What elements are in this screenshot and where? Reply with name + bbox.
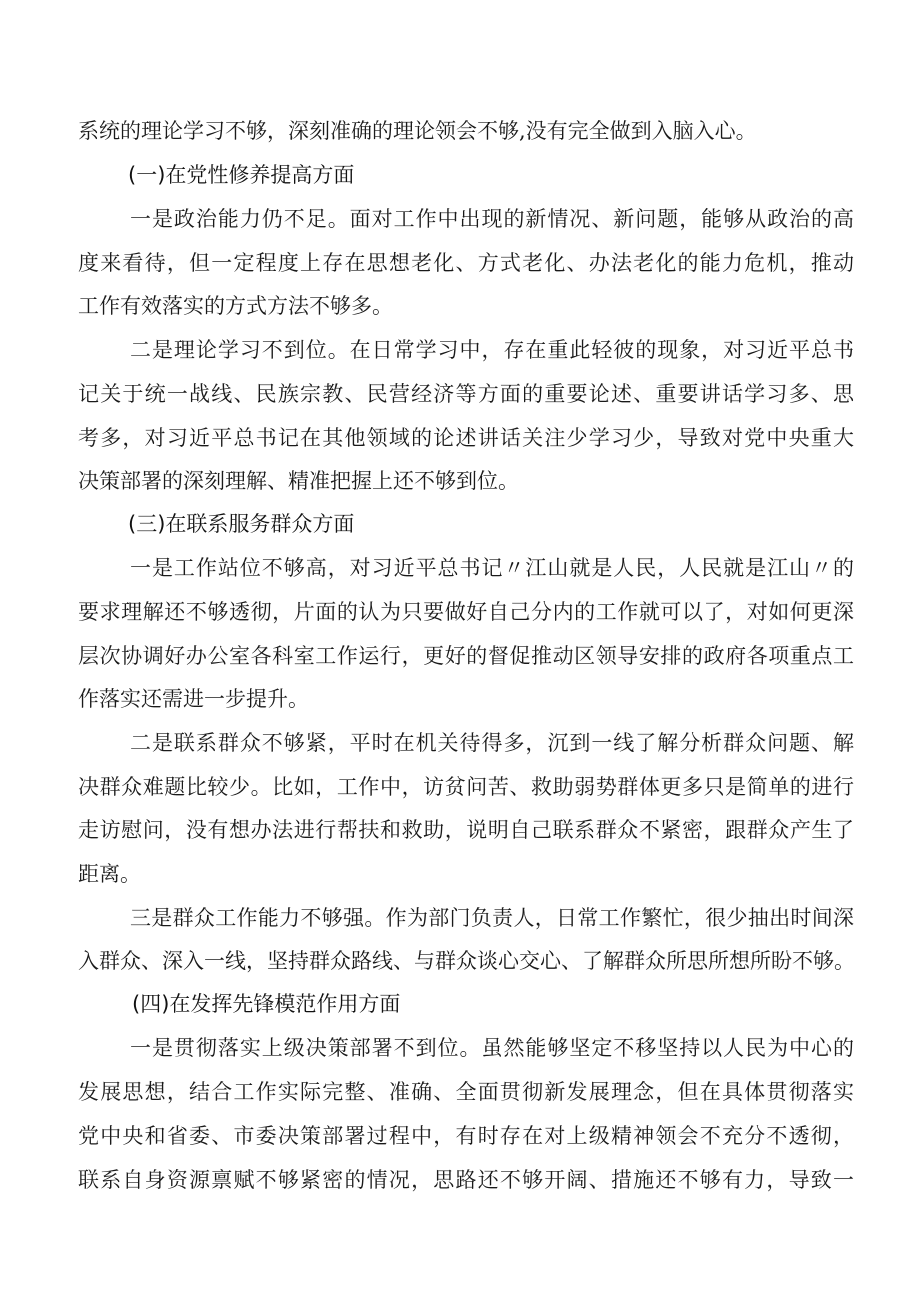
paragraph-line: 一是政治能力仍不足。面对工作中出现的新情况、新问题，能够从政治的高 (130, 207, 854, 231)
paragraph-line: 作落实还需进一步提升。 (78, 687, 309, 711)
paragraph-line: 层次协调好办公室各科室工作运行，更好的督促推动区领导安排的政府各项重点工 (78, 644, 854, 668)
paragraph-line: 决群众难题比较少。比如，工作中，访贫问苦、救助弱势群体更多只是简单的进行 (78, 775, 854, 799)
paragraph-line: 决策部署的深刻理解、精准把握上还不够到位。 (78, 469, 519, 493)
paragraph-line: 记关于统一战线、民族宗教、民营经济等方面的重要论述、重要讲话学习多、思 (78, 382, 854, 406)
paragraph-line: 入群众、深入一线，坚持群众路线、与群众谈心交心、了解群众所思所想所盼不够。 (78, 949, 855, 973)
paragraph-line: 要求理解还不够透彻，片面的认为只要做好自己分内的工作就可以了，对如何更深 (78, 600, 854, 624)
paragraph-line: 二是理论学习不到位。在日常学习中，存在重此轻彼的现象，对习近平总书 (130, 338, 854, 362)
paragraph-line: 走访慰问，没有想办法进行帮扶和救助，说明自己联系群众不紧密，跟群众产生了 (78, 818, 854, 842)
paragraph-line: 党中央和省委、市委决策部署过程中，有时存在对上级精神领会不充分不透彻， (78, 1124, 854, 1148)
intro-line: 系统的理论学习不够，深刻准确的理论领会不够,没有完全做到入脑入心。 (78, 119, 757, 143)
paragraph-line: 距离。 (78, 862, 141, 886)
paragraph-line: 联系自身资源禀赋不够紧密的情况，思路还不够开阔、措施还不够有力，导致一 (78, 1168, 854, 1192)
paragraph-line: 考多，对习近平总书记在其他领域的论述讲话关注少学习少，导致对党中央重大 (78, 426, 854, 450)
paragraph-line: 工作有效落实的方式方法不够多。 (78, 294, 393, 318)
section-heading-4: (四)在发挥先锋模范作用方面 (132, 992, 401, 1016)
section-heading-3: (三)在联系服务群众方面 (128, 512, 355, 536)
paragraph-line: 度来看待，但一定程度上存在思想老化、方式老化、办法老化的能力危机，推动 (78, 251, 854, 275)
paragraph-line: 一是贯彻落实上级决策部署不到位。虽然能够坚定不移坚持以人民为中心的 (130, 1036, 854, 1060)
paragraph-line: 三是群众工作能力不够强。作为部门负责人，日常工作繁忙，很少抽出时间深 (130, 906, 854, 930)
section-heading-1: (一)在党性修养提高方面 (128, 163, 355, 187)
paragraph-line: 发展思想，结合工作实际完整、准确、全面贯彻新发展理念，但在具体贯彻落实 (78, 1080, 854, 1104)
paragraph-line: 二是联系群众不够紧，平时在机关待得多，沉到一线了解分析群众问题、解 (130, 731, 854, 755)
paragraph-line: 一是工作站位不够高，对习近平总书记〃江山就是人民，人民就是江山〃的 (130, 556, 854, 580)
